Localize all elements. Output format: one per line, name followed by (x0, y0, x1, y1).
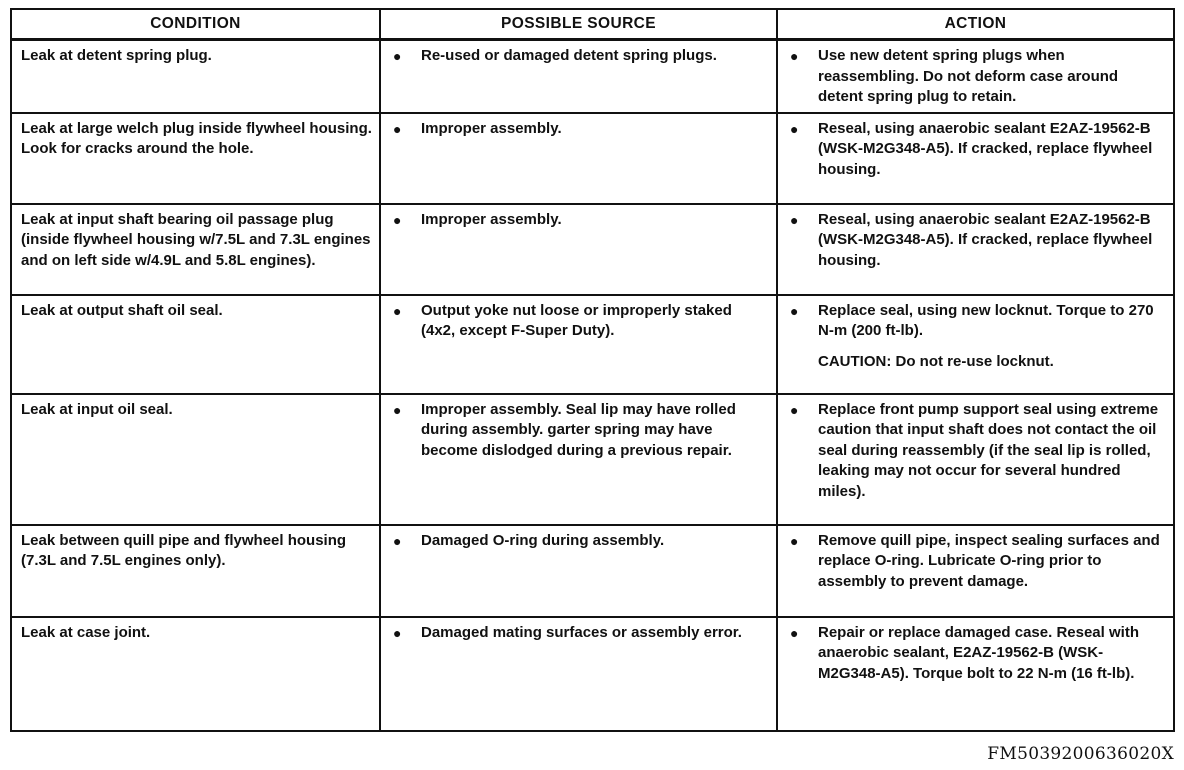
bullet-icon: ● (790, 532, 799, 549)
bullet-icon: ● (393, 302, 402, 319)
condition-cell: Leak at input shaft bearing oil passage plug (inside flywheel housing w/7.5L and 7.3L engines and on left side w/4.9L and 5.8L engines). (21, 210, 371, 269)
bullet-icon: ● (790, 624, 799, 641)
condition-cell: Leak at output shaft oil seal. (21, 301, 223, 319)
bullet-icon: ● (790, 48, 799, 64)
action-cell: Use new detent spring plugs when reassembling. Do not deform case around detent spring plug to retain. (818, 47, 1119, 105)
table-row (11, 394, 1174, 525)
bullet-icon: ● (393, 48, 402, 64)
bullet-icon: ● (393, 624, 402, 641)
source-cell: Improper assembly. (421, 210, 562, 228)
header-condition: CONDITION (11, 9, 380, 40)
action-cell: Replace front pump support seal using extreme caution that input shaft does not contact the oil seal during reassembly (if the seal lip is rolled, leaking may not occur for several hundred miles). (818, 400, 1159, 500)
condition-cell: Leak at detent spring plug. (21, 47, 212, 64)
troubleshooting-table-sheet (10, 8, 1173, 732)
bullet-icon: ● (790, 120, 799, 137)
bullet-icon: ● (790, 302, 799, 319)
bullet-icon: ● (790, 401, 799, 418)
table-row (11, 40, 1174, 113)
bullet-icon: ● (393, 211, 402, 228)
header-row (11, 9, 1174, 40)
condition-cell: Leak at input oil seal. (21, 400, 173, 418)
action-cell: Reseal, using anaerobic sealant E2AZ-19562-B (WSK-M2G348-A5). If cracked, replace flywheel housing. (818, 210, 1153, 269)
table-row (11, 617, 1174, 731)
action-cell: Remove quill pipe, inspect sealing surfaces and replace O-ring. Lubricate O-ring prior to assembly to prevent damage. (818, 531, 1160, 590)
figure-code: FM5039200636020X (987, 744, 1174, 764)
table-row (11, 113, 1174, 204)
source-cell: Improper assembly. Seal lip may have rolled during assembly. garter spring may have become dislodged during a previous repair. (421, 400, 736, 459)
header-action: ACTION (777, 9, 1174, 40)
condition-cell: Leak at case joint. (21, 623, 151, 641)
caution-text: Do not re-use locknut. (895, 352, 1054, 370)
bullet-icon: ● (393, 532, 402, 549)
source-cell: Damaged mating surfaces or assembly error. (421, 623, 742, 641)
table-row (11, 525, 1174, 617)
condition-cell: Leak between quill pipe and flywheel housing (7.3L and 7.5L engines only). (21, 531, 347, 569)
source-cell: Damaged O-ring during assembly. (421, 531, 665, 549)
bullet-icon: ● (393, 120, 402, 137)
table-row (11, 204, 1174, 295)
bullet-icon: ● (393, 401, 402, 418)
source-cell: Output yoke nut loose or improperly staked (4x2, except F-Super Duty). (421, 301, 732, 339)
caution-note (818, 352, 1165, 373)
caution-label: CAUTION: (818, 352, 892, 370)
action-cell: Repair or replace damaged case. Reseal with anaerobic sealant, E2AZ-19562-B (WSK-M2G348-A5). Torque bolt to 22 N-m (16 ft-lb). (818, 623, 1139, 682)
action-cell: Replace seal, using new locknut. Torque to 270 N-m (200 ft-lb). (818, 301, 1154, 339)
bullet-icon: ● (790, 211, 799, 228)
header-possible-source: POSSIBLE SOURCE (380, 9, 777, 40)
table-row (11, 295, 1174, 394)
condition-cell: Leak at large welch plug inside flywheel housing. Look for cracks around the hole. (21, 119, 372, 157)
action-cell: Reseal, using anaerobic sealant E2AZ-19562-B (WSK-M2G348-A5). If cracked, replace flywheel housing. (818, 119, 1153, 178)
leak-diagnosis-table (10, 8, 1175, 732)
source-cell: Improper assembly. (421, 119, 562, 137)
source-cell: Re-used or damaged detent spring plugs. (421, 47, 717, 64)
